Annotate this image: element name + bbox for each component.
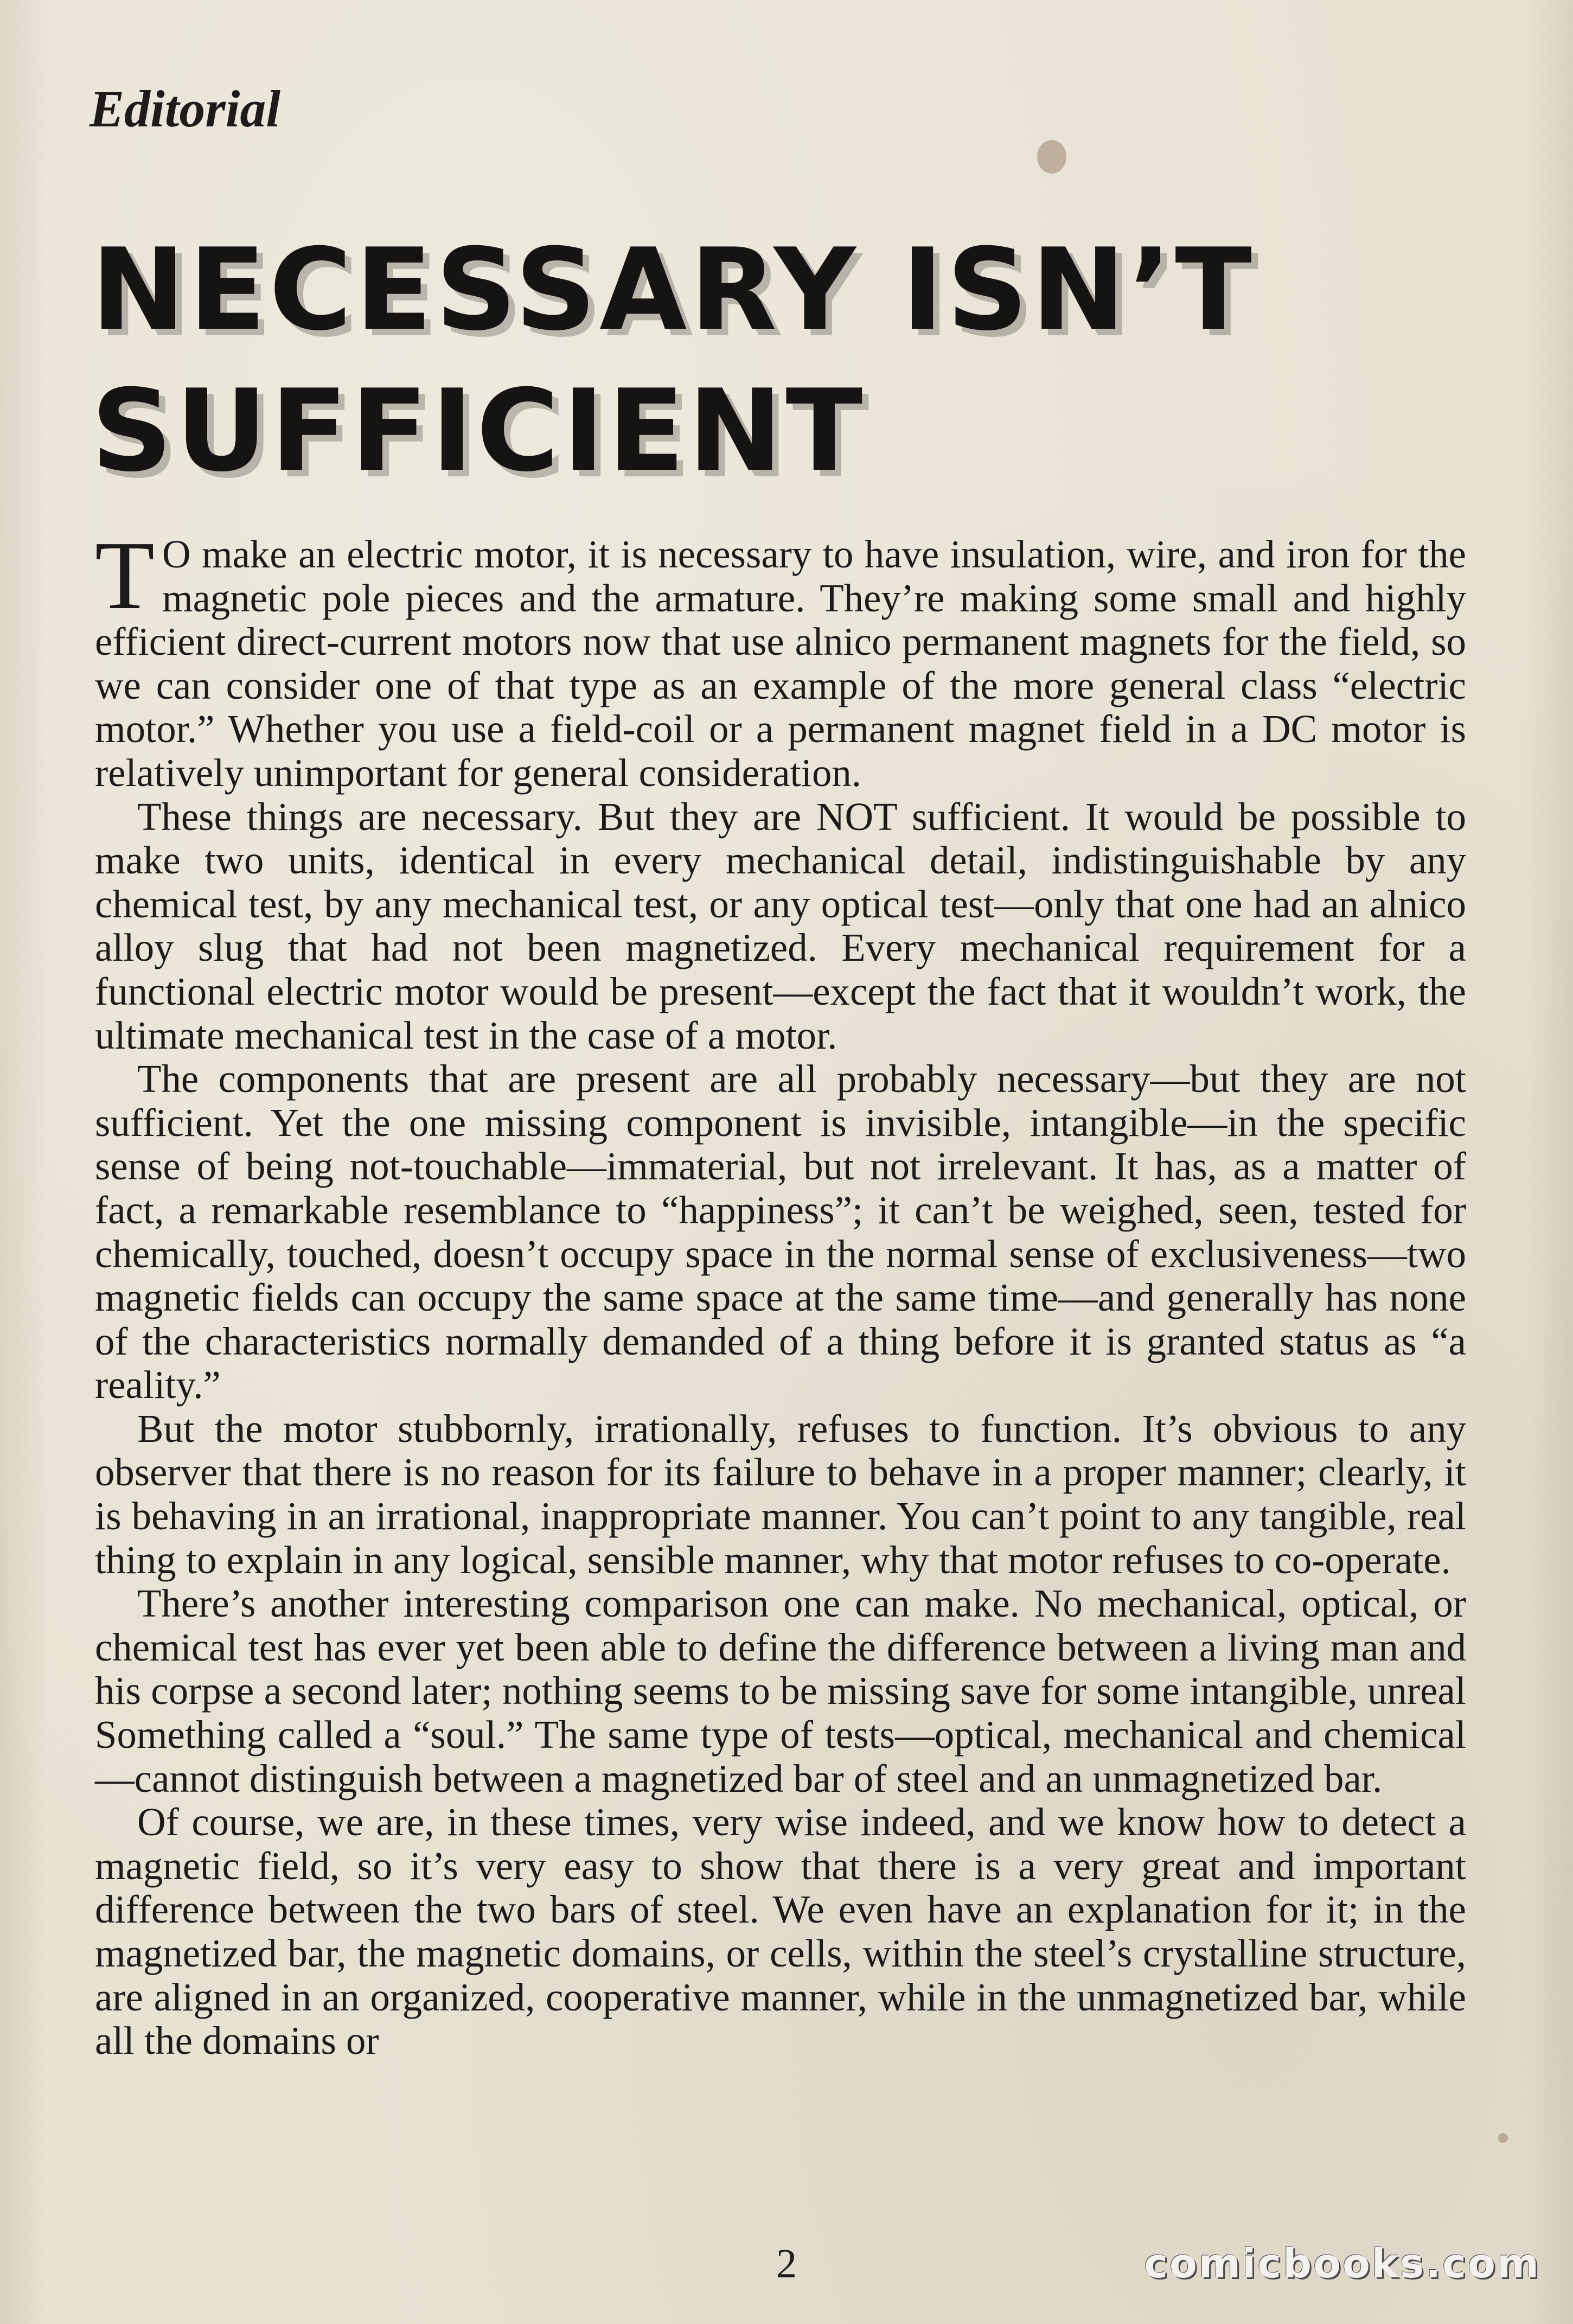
article-paragraph: There’s another interesting comparison one can make. No mechanical, optical, or chemical test has ever yet been able to define the difference between a living man and his corpse a second later; nothing seems to be missing save for some intangible, unreal Something called a “soul.” The same type of tests—optical, mechanical and chemical—cannot distinguish between a magnetized bar of steel and an unmagnetized bar. — [95, 1581, 1466, 1801]
paper-stain — [1037, 140, 1066, 174]
paper-stain — [1498, 2133, 1508, 2143]
drop-cap: T — [95, 521, 155, 629]
section-label: Editorial — [89, 80, 281, 138]
site-watermark: comicbooks.com — [1144, 2240, 1540, 2287]
article-paragraph: Of course, we are, in these times, very wise indeed, and we know how to detect a magnetic field, so it’s very easy to show that there is a very great and important difference between the two bars of steel. We even have an explanation for it; in the magnetized bar, the magnetic domains, or cells, within the steel’s crystalline structure, are aligned in an organized, cooperative manner, while in the unmagnetized bar, while all the domains or — [95, 1800, 1466, 2063]
headline — [91, 220, 1339, 502]
page-number: 2 — [776, 2241, 797, 2287]
article-paragraph — [95, 521, 1466, 795]
article-body — [95, 521, 1466, 2063]
paragraph-text: O make an electric motor, it is necessary to have insulation, wire, and iron for the magnetic pole pieces and the armature. They’re making some small and highly efficient direct-current motors now that use alnico permanent magnets for the field, so we can consider one of that type as an example of the more general class “electric motor.” Whether you use a field-coil or a permanent magnet field in a DC motor is relatively unimportant for general consideration. — [95, 532, 1466, 795]
article-paragraph: But the motor stubbornly, irrationally, refuses to function. It’s obvious to any observer that there is no reason for its failure to behave in a proper manner; clearly, it is behaving in an irrational, inappropriate manner. You can’t point to any tangible, real thing to explain in any logical, sensible manner, why that motor refuses to co-operate. — [95, 1406, 1466, 1582]
headline-line-2: SUFFICIENT — [91, 366, 866, 497]
article-paragraph: These things are necessary. But they are NOT sufficient. It would be possible to make two units, identical in every mechanical detail, indistinguishable by any chemical test, by any mechanical test, or any optical test—only that one had an alnico alloy slug that had not been magnetized. Every mechanical requirement for a functional electric motor would be present—except the fact that it wouldn’t work, the ultimate mechanical test in the case of a motor. — [95, 794, 1466, 1057]
headline-line-1: NECESSARY ISN’T — [91, 225, 1256, 356]
article-paragraph: The components that are present are all probably necessary—but they are not sufficient. Yet the one missing component is invisible, intangible—in the specific sense of being not-touchable—immaterial, but not irrelevant. It has, as a matter of fact, a remarkable resemblance to “happiness”; it can’t be weighed, seen, tested for chemically, touched, doesn’t occupy space in the normal sense of exclusiveness—two magnetic fields can occupy the same space at the same time—and generally has none of the characteristics normally demanded of a thing before it is granted status as “a reality.” — [95, 1057, 1466, 1407]
